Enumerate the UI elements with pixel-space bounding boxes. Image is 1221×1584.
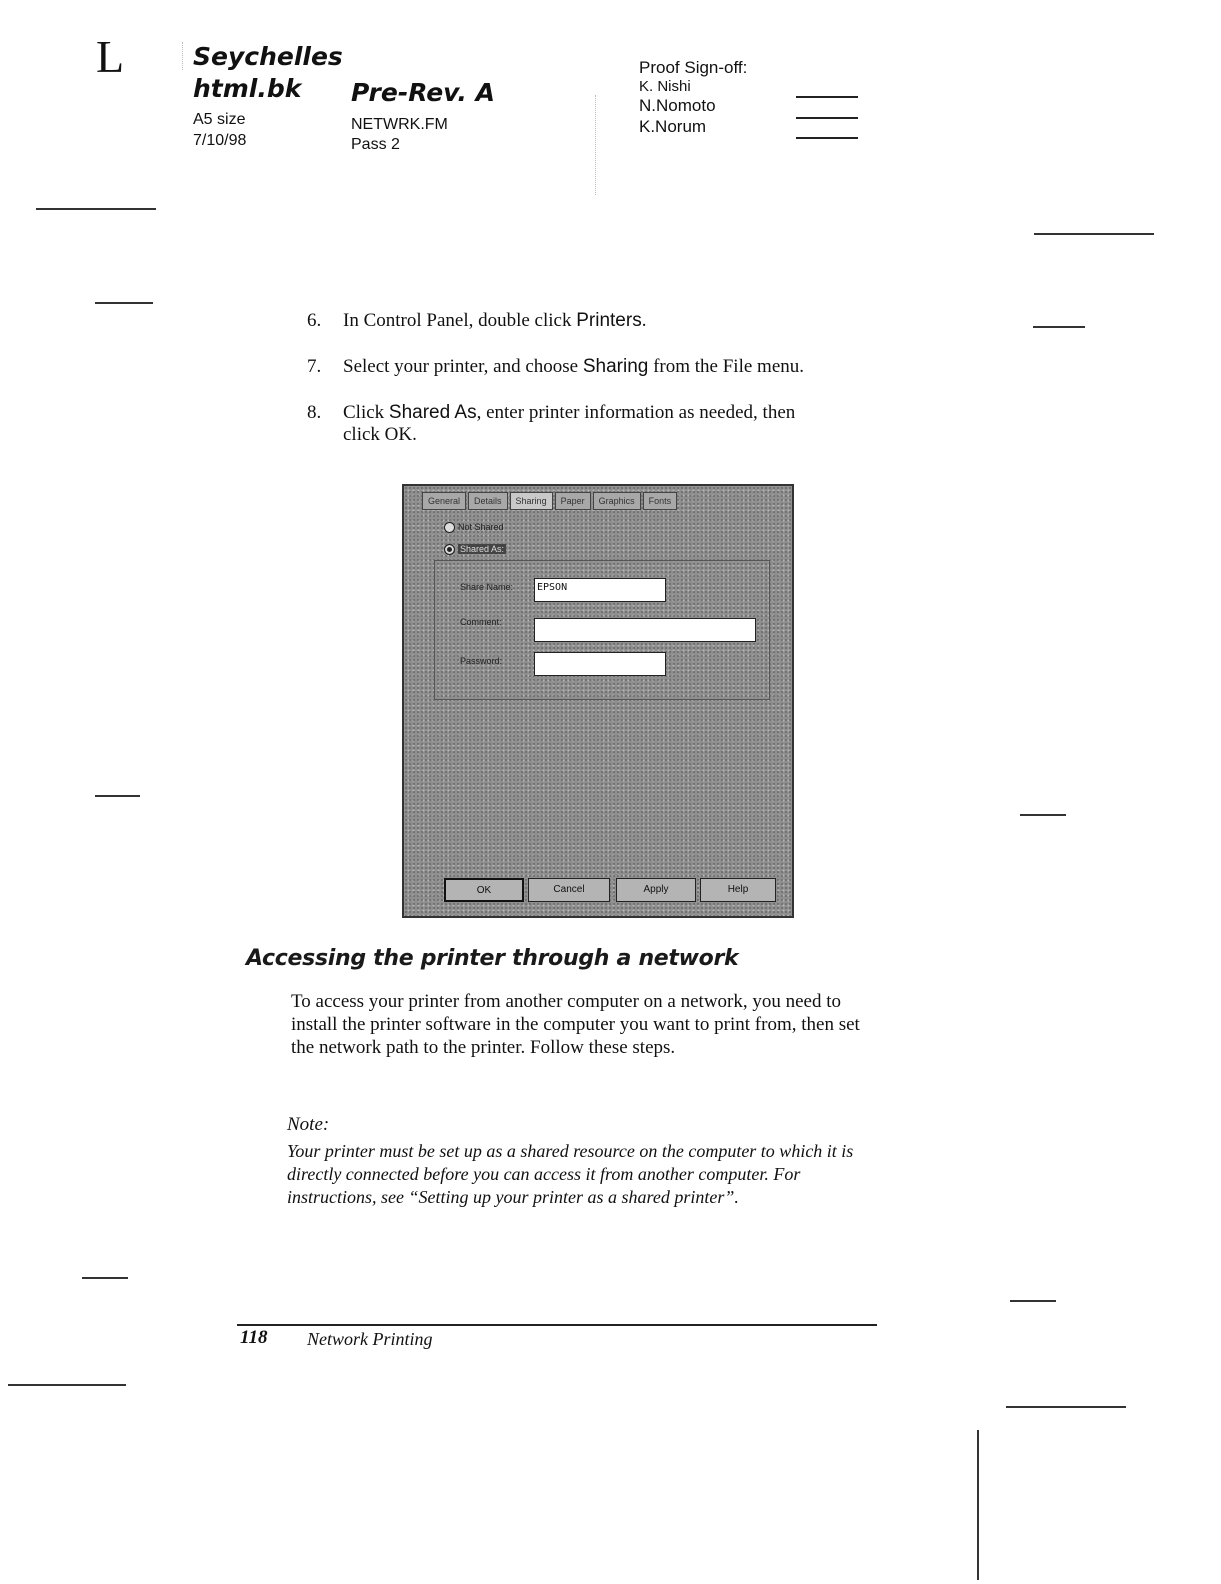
page-letter: L xyxy=(96,31,125,82)
ok-button[interactable]: OK xyxy=(444,878,524,902)
ui-term: Printers xyxy=(576,310,642,331)
not-shared-radio[interactable] xyxy=(444,522,504,533)
signer: K. Nishi xyxy=(639,78,691,95)
crop-mark xyxy=(977,1430,979,1580)
share-name-input[interactable]: EPSON xyxy=(534,578,666,602)
pass-label: Pass 2 xyxy=(351,136,400,153)
signer: N.Nomoto xyxy=(639,96,716,115)
divider xyxy=(182,42,183,70)
section-paragraph: To access your printer from another computer on a network, you need to install the printer software in the computer you want to print from, then set the network path to the printer. Follow these steps. xyxy=(291,991,860,1058)
radio-label: Shared As: xyxy=(460,544,505,554)
step-item xyxy=(307,356,907,380)
step-text: click OK. xyxy=(343,424,417,445)
tab-strip xyxy=(422,492,677,510)
proof-label: Proof Sign-off: xyxy=(639,58,748,77)
step-text: , enter printer information as needed, then xyxy=(476,402,796,423)
tab-general[interactable]: General xyxy=(422,492,466,510)
shared-as-radio[interactable] xyxy=(444,544,506,555)
note-label: Note: xyxy=(287,1114,330,1135)
comment-input[interactable] xyxy=(534,618,756,642)
divider xyxy=(595,95,596,195)
password-input[interactable] xyxy=(534,652,666,676)
cancel-button[interactable]: Cancel xyxy=(528,878,610,902)
step-text: Click xyxy=(343,402,389,423)
proof-signoff xyxy=(639,57,747,78)
ui-term: Sharing xyxy=(582,356,649,377)
section-heading: Accessing the printer through a network xyxy=(246,946,739,971)
tab-graphics[interactable]: Graphics xyxy=(593,492,641,510)
sharing-dialog-screenshot xyxy=(402,484,794,918)
radio-icon xyxy=(444,522,455,533)
chapter-title: Network Printing xyxy=(307,1329,433,1349)
crop-mark xyxy=(1010,1300,1056,1302)
comment-label: Comment: xyxy=(460,617,502,627)
radio-label: Not Shared xyxy=(458,522,504,532)
step-number: 8. xyxy=(307,402,322,423)
crop-mark xyxy=(36,208,156,210)
help-button[interactable]: Help xyxy=(700,878,776,902)
step-text: from the File menu. xyxy=(648,356,805,377)
crop-mark xyxy=(1020,814,1066,816)
crop-mark xyxy=(95,302,153,304)
password-label: Password: xyxy=(460,656,503,666)
tab-paper[interactable]: Paper xyxy=(555,492,591,510)
apply-button[interactable]: Apply xyxy=(616,878,696,902)
header-date: 7/10/98 xyxy=(193,132,247,149)
share-name-label: Share Name: xyxy=(460,582,514,592)
note-text: Your printer must be set up as a shared resource on the computer to which it is directly connected before you can access it from another computer. For instructions, see “Setting up your printer as a shared printer”. xyxy=(287,1141,854,1207)
signer: K.Norum xyxy=(639,117,707,136)
radio-selected-icon xyxy=(444,544,455,555)
signature-line xyxy=(796,137,858,139)
crop-mark xyxy=(95,795,140,797)
footer-rule xyxy=(237,1324,877,1326)
step-number: 6. xyxy=(307,310,322,331)
step-number: 7. xyxy=(307,356,322,377)
signature-line xyxy=(796,117,858,119)
page-size: A5 size xyxy=(193,111,246,128)
tab-details[interactable]: Details xyxy=(468,492,508,510)
step-item xyxy=(307,402,907,450)
revision: Pre-Rev. A xyxy=(351,78,495,107)
step-text: In Control Panel, double click xyxy=(343,310,577,331)
book-file: html.bk xyxy=(193,74,302,103)
ui-term: Shared As xyxy=(388,402,477,423)
step-text: Select your printer, and choose xyxy=(343,356,583,377)
crop-mark xyxy=(82,1277,128,1279)
step-text: . xyxy=(641,310,647,331)
book-title: Seychelles xyxy=(193,42,343,71)
signature-line xyxy=(796,96,858,98)
crop-mark xyxy=(1034,233,1154,235)
tab-fonts[interactable]: Fonts xyxy=(643,492,678,510)
step-item xyxy=(307,310,907,334)
crop-mark xyxy=(8,1384,126,1386)
page-number: 118 xyxy=(240,1327,268,1348)
crop-mark xyxy=(1033,326,1085,328)
file-name: NETWRK.FM xyxy=(351,116,448,133)
tab-sharing[interactable]: Sharing xyxy=(510,492,553,510)
crop-mark xyxy=(1006,1406,1126,1408)
